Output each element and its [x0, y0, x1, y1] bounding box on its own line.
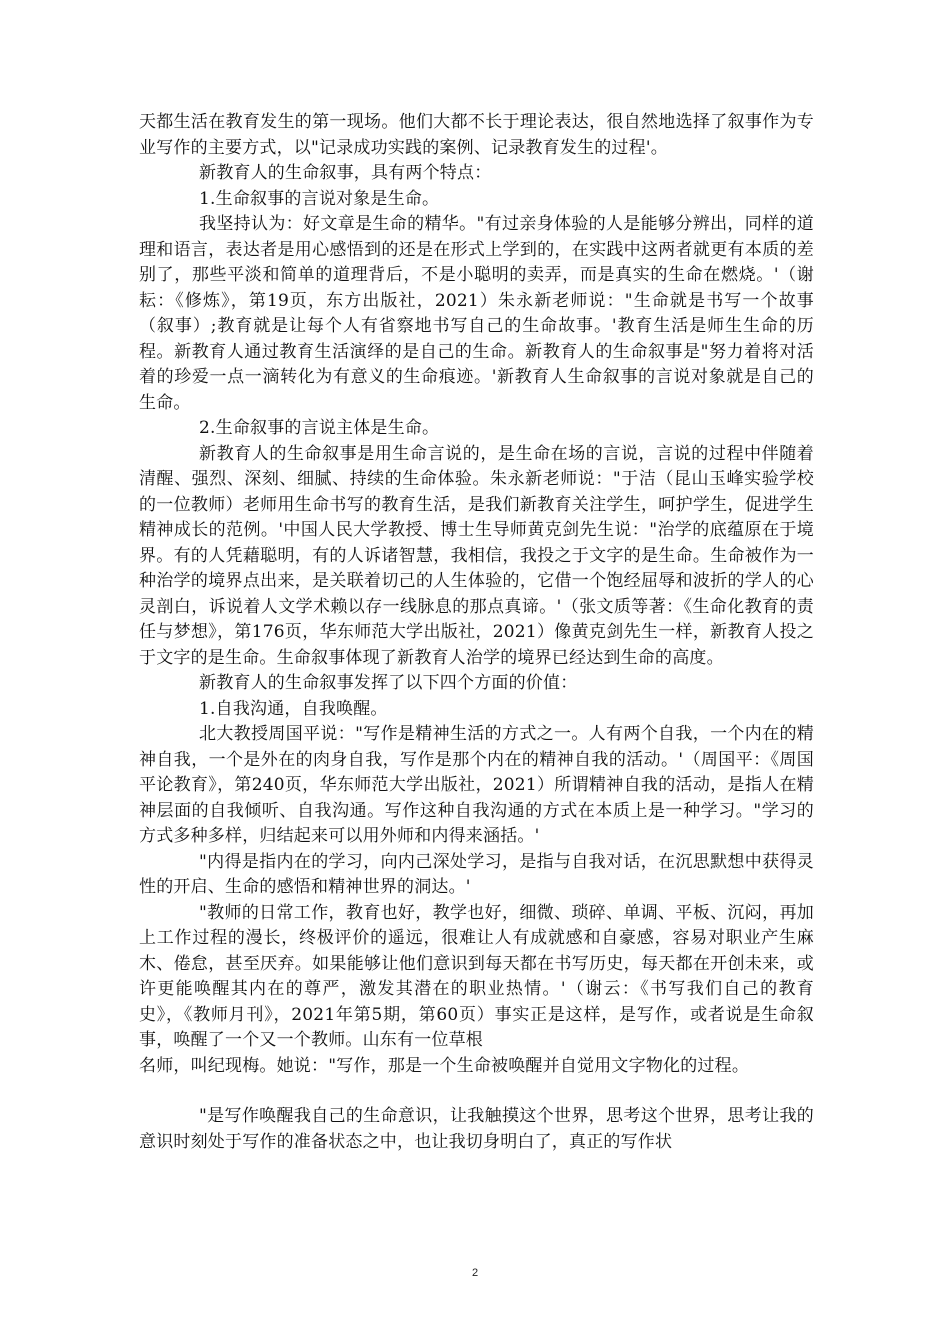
paragraph-continuation: 天都生活在教育发生的第一现场。他们大都不长于理论表达，很自然地选择了叙事作为专业写作的主要方式，以"记录成功实践的案例、记录教育发生的过程'。: [139, 112, 814, 158]
paragraph-writing-awakens: "是写作唤醒我自己的生命意识，让我触摸这个世界，思考这个世界，思考让我的意识时刻处于写作的准备状态之中，也让我切身明白了，真正的写作状: [139, 1106, 814, 1152]
paragraph-ji-xianmei: 名师，叫纪现梅。她说："写作，那是一个生命被唤醒并自觉用文字物化的过程。: [139, 1055, 750, 1076]
heading-narrative-object: 1.生命叙事的言说对象是生命。: [199, 188, 440, 209]
paragraph-inner-learning: "内得是指内在的学习，向内己深处学习，是指与自我对话，在沉思默想中获得灵性的开启、生命的感悟和精神世界的洞达。': [139, 851, 814, 897]
heading-self-communication: 1.自我沟通，自我唤醒。: [199, 698, 388, 719]
body-text: [139, 110, 814, 1155]
paragraph-four-values: 新教育人的生命叙事发挥了以下四个方面的价值：: [199, 673, 578, 693]
paragraph-speak-with-life: 新教育人的生命叙事是用生命言说的，是生命在场的言说，言说的过程中伴随着清醒、强烈、深刻、细腻、持续的生命体验。朱永新老师说："于洁（昆山玉峰实验学校的一位教师）老师用生命书写的教育生活，是我们新教育关注学生，呵护学生，促进学生精神成长的范例。'中国人民大学教授、博士生导师黄克剑先生说："治学的底蕴原在于境界。有的人凭藉聪明，有的人诉诸智慧，我相信，我投之于文字的是生命。生命被作为一种治学的境界点出来，是关联着切己的人生体验的，它借一个饱经屈辱和波折的学人的心灵剖白，诉说着人文学术赖以存一线脉息的那点真谛。'（张文质等著：《生命化教育的责任与梦想》，第176页，华东师范大学出版社，2021）像黄克剑先生一样，新教育人投之于文字的是生命。生命叙事体现了新教育人治学的境界已经达到生命的高度。: [139, 443, 814, 668]
paragraph-zhou-guoping: 北大教授周国平说："写作是精神生活的方式之一。人有两个自我，一个内在的精神自我，一个是外在的肉身自我，写作是那个内在的精神自我的活动。'（周国平：《周国平论教育》，第240页，华东师范大学出版社，2021）所谓精神自我的活动，是指人在精神层面的自我倾听、自我沟通。写作这种自我沟通的方式在本质上是一种学习。"学习的方式多种多样，归结起来可以用外师和内得来涵括。': [139, 724, 814, 846]
paragraph-teacher-daily-work: "教师的日常工作，教育也好，教学也好，细微、琐碎、单调、平板、沉闷，再加上工作过程的漫长，终极评价的遥远，很难让人有成就感和自豪感，容易对职业产生麻木、倦怠，甚至厌弃。如果能够让他们意识到每天都在书写历史，每天都在开创未来，或许更能唤醒其内在的尊严，激发其潜在的职业热情。'（谢云：《书写我们自己的教育史》，《教师月刊》，2021年第5期，第60页）事实正是这样，是写作，或者说是生命叙事，唤醒了一个又一个教师。山东有一位草根: [139, 902, 814, 1050]
paragraph-two-features: 新教育人的生命叙事，具有两个特点：: [199, 163, 492, 183]
heading-narrative-subject: 2.生命叙事的言说主体是生命。: [199, 418, 440, 438]
paragraph-good-article: 我坚持认为：好文章是生命的精华。"有过亲身体验的人是能够分辨出，同样的道理和语言，表达者是用心感悟到的还是在形式上学到的，在实践中这两者就更有本质的差别了，那些平淡和简单的道理背后，不是小聪明的卖弄，而是真实的生命在燃烧。'（谢耘：《修炼》，第19页，东方出版社，2021）朱永新老师说："生命就是书写一个故事（叙事）;教育就是让每个人有省察地书写自己的生命故事。'教育生活是师生生命的历程。新教育人通过教育生活演绎的是自己的生命。新教育人的生命叙事是"努力着将对活着的珍爱一点一滴转化为有意义的生命痕迹。'新教育人生命叙事的言说对象就是自己的生命。: [139, 214, 814, 413]
page-number: 2: [471, 1267, 479, 1279]
